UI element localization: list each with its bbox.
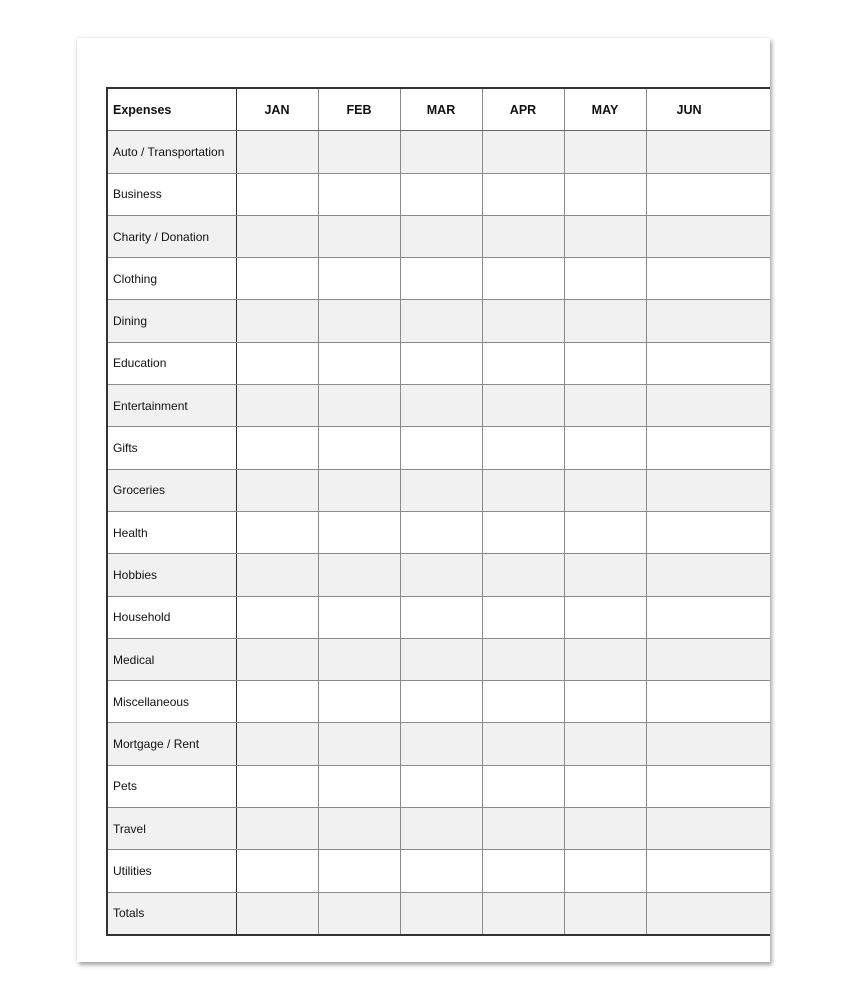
cell-feb [318,511,400,553]
cell-may [564,215,646,257]
expense-category: Totals [107,892,236,935]
table-row [107,808,770,850]
cell-mar [400,850,482,892]
cell-jun [646,596,770,638]
header-row [107,88,770,131]
cell-may [564,300,646,342]
expense-category: Household [107,596,236,638]
cell-feb [318,385,400,427]
cell-jun [646,765,770,807]
table-row [107,765,770,807]
cell-apr [482,596,564,638]
cell-jan [236,173,318,215]
cell-jun [646,511,770,553]
cell-apr [482,850,564,892]
cell-feb [318,638,400,680]
cell-feb [318,215,400,257]
cell-feb [318,342,400,384]
cell-apr [482,385,564,427]
table-row [107,469,770,511]
cell-apr [482,511,564,553]
cell-jun [646,808,770,850]
cell-jan [236,300,318,342]
table-row [107,638,770,680]
cell-feb [318,765,400,807]
cell-jan [236,596,318,638]
cell-apr [482,723,564,765]
month-header-apr: APR [482,88,564,131]
cell-may [564,765,646,807]
cell-may [564,554,646,596]
cell-apr [482,808,564,850]
cell-mar [400,131,482,173]
cell-may [564,385,646,427]
cell-feb [318,258,400,300]
cell-jan [236,385,318,427]
expense-category: Hobbies [107,554,236,596]
cell-jan [236,554,318,596]
cell-jan [236,681,318,723]
month-header-jan: JAN [236,88,318,131]
cell-feb [318,300,400,342]
cell-jun [646,342,770,384]
cell-may [564,469,646,511]
cell-jan [236,765,318,807]
cell-jan [236,469,318,511]
cell-jun [646,258,770,300]
cell-mar [400,554,482,596]
cell-mar [400,469,482,511]
cell-mar [400,511,482,553]
cell-mar [400,808,482,850]
expense-category: Utilities [107,850,236,892]
expense-category: Travel [107,808,236,850]
table-row [107,258,770,300]
table-row [107,723,770,765]
table-row [107,681,770,723]
cell-jun [646,681,770,723]
cell-jan [236,215,318,257]
cell-apr [482,258,564,300]
table-row [107,385,770,427]
expense-category: Charity / Donation [107,215,236,257]
cell-feb [318,173,400,215]
cell-may [564,258,646,300]
cell-may [564,892,646,935]
cell-may [564,808,646,850]
expense-category: Pets [107,765,236,807]
table-row [107,554,770,596]
cell-mar [400,765,482,807]
cell-may [564,131,646,173]
month-header-jun: JUN [646,88,770,131]
cell-may [564,596,646,638]
month-header-may: MAY [564,88,646,131]
cell-apr [482,469,564,511]
cell-feb [318,596,400,638]
cell-jan [236,638,318,680]
cell-may [564,723,646,765]
cell-apr [482,342,564,384]
cell-mar [400,892,482,935]
cell-jan [236,808,318,850]
cell-feb [318,554,400,596]
cell-jun [646,300,770,342]
expense-category: Business [107,173,236,215]
cell-jan [236,131,318,173]
expense-sheet-page [77,38,770,962]
cell-may [564,850,646,892]
cell-feb [318,892,400,935]
expense-category: Gifts [107,427,236,469]
cell-feb [318,131,400,173]
cell-jun [646,638,770,680]
cell-mar [400,723,482,765]
cell-jun [646,723,770,765]
cell-may [564,342,646,384]
table-row [107,850,770,892]
table-row [107,215,770,257]
expense-category: Groceries [107,469,236,511]
cell-mar [400,681,482,723]
table-row [107,511,770,553]
cell-mar [400,342,482,384]
cell-may [564,681,646,723]
cell-feb [318,808,400,850]
cell-apr [482,681,564,723]
table-row [107,596,770,638]
cell-jun [646,385,770,427]
cell-jun [646,173,770,215]
table-row [107,427,770,469]
cell-mar [400,173,482,215]
month-header-feb: FEB [318,88,400,131]
cell-mar [400,638,482,680]
expense-category: Entertainment [107,385,236,427]
month-header-mar: MAR [400,88,482,131]
cell-apr [482,173,564,215]
expense-category: Miscellaneous [107,681,236,723]
expense-category: Mortgage / Rent [107,723,236,765]
cell-apr [482,892,564,935]
cell-feb [318,427,400,469]
cell-feb [318,850,400,892]
cell-mar [400,300,482,342]
cell-apr [482,215,564,257]
expenses-header: Expenses [107,88,236,131]
cell-jun [646,892,770,935]
cell-jan [236,850,318,892]
expense-category: Dining [107,300,236,342]
table-row [107,892,770,935]
expense-category: Education [107,342,236,384]
cell-may [564,427,646,469]
cell-jun [646,131,770,173]
cell-apr [482,638,564,680]
cell-feb [318,469,400,511]
cell-may [564,511,646,553]
table-row [107,300,770,342]
cell-jun [646,850,770,892]
cell-may [564,173,646,215]
expense-category: Health [107,511,236,553]
cell-jun [646,427,770,469]
table-row [107,342,770,384]
cell-mar [400,385,482,427]
cell-apr [482,427,564,469]
cell-jun [646,554,770,596]
cell-jan [236,342,318,384]
cell-jan [236,427,318,469]
cell-apr [482,554,564,596]
expense-category: Auto / Transportation [107,131,236,173]
cell-jan [236,723,318,765]
cell-mar [400,215,482,257]
expense-category: Clothing [107,258,236,300]
cell-jun [646,215,770,257]
cell-apr [482,765,564,807]
cell-mar [400,427,482,469]
cell-may [564,638,646,680]
cell-feb [318,681,400,723]
cell-jan [236,511,318,553]
cell-jan [236,258,318,300]
table-row [107,131,770,173]
cell-apr [482,300,564,342]
cell-apr [482,131,564,173]
table-row [107,173,770,215]
expense-category: Medical [107,638,236,680]
cell-jan [236,892,318,935]
cell-jun [646,469,770,511]
cell-feb [318,723,400,765]
cell-mar [400,596,482,638]
expense-table [106,87,770,936]
cell-mar [400,258,482,300]
